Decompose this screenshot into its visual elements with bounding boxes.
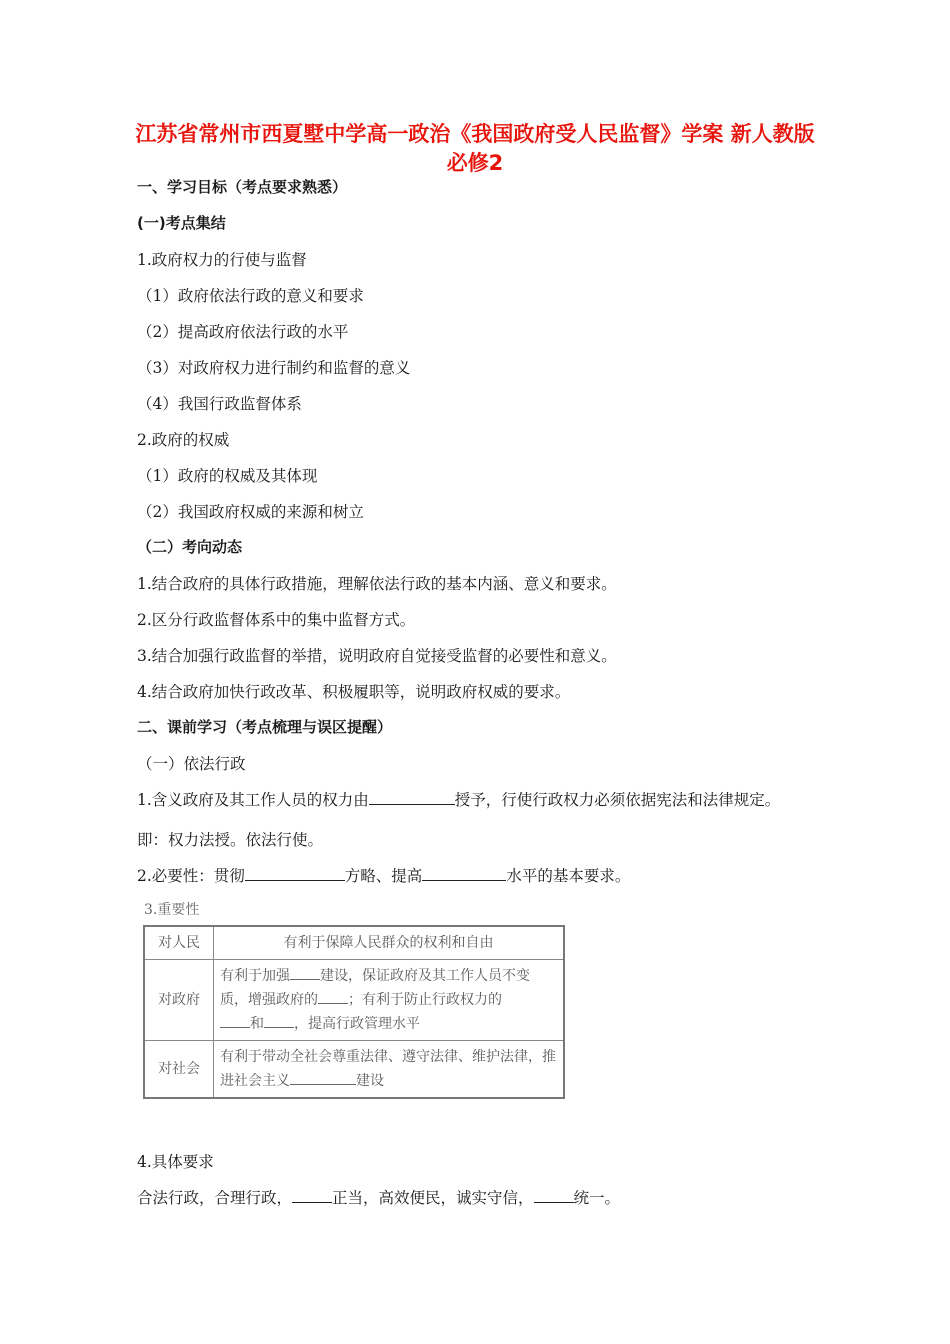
fill-blank[interactable]: [534, 1188, 574, 1203]
table-row: [144, 960, 564, 1041]
outline-item: （1）政府的权威及其体现: [137, 467, 318, 485]
outline-item: （2）提高政府依法行政的水平: [137, 323, 349, 341]
subsection-heading: （一）依法行政: [137, 755, 246, 773]
subsection-heading: (一)考点集结: [137, 214, 226, 232]
outline-item: （1）政府依法行政的意义和要求: [137, 287, 364, 305]
fill-blank[interactable]: [290, 965, 320, 980]
fill-blank[interactable]: [290, 1070, 356, 1085]
section-heading-1: 一、学习目标（考点要求熟悉）: [137, 178, 348, 196]
outline-item: 1.政府权力的行使与监督: [137, 251, 307, 269]
fill-blank[interactable]: [369, 790, 455, 805]
figure-caption: 3.重要性: [144, 902, 200, 918]
question-text: 授予，行使行政权力必须依据宪法和法律规定。: [454, 791, 781, 809]
fill-blank[interactable]: [245, 866, 345, 881]
question-note: 即：权力法授。依法行使。: [137, 831, 324, 849]
question-4-heading: 4.具体要求: [137, 1153, 214, 1171]
question-4: [137, 1186, 620, 1208]
question-text: 1.含义政府及其工作人员的权力由: [137, 791, 369, 809]
row-header: 对政府: [144, 960, 214, 1041]
outline-item: 2.政府的权威: [137, 431, 230, 449]
question-text: 合法行政，合理行政，: [137, 1189, 293, 1207]
outline-item: （4）我国行政监督体系: [137, 395, 302, 413]
fill-blank[interactable]: [220, 1013, 250, 1028]
question-text: 方略、提高: [344, 867, 423, 885]
document-title: 江苏省常州市西夏墅中学高一政治《我国政府受人民监督》学案 新人教版必修2: [135, 122, 815, 175]
question-text: 水平的基本要求。: [506, 867, 631, 885]
importance-figure: [140, 897, 570, 1117]
fill-blank[interactable]: [422, 866, 506, 881]
outline-item: （2）我国政府权威的来源和树立: [137, 503, 364, 521]
table-row: [144, 926, 564, 960]
section-heading-2: 二、课前学习（考点梳理与误区提醒）: [137, 718, 393, 736]
trend-item: 4.结合政府加快行政改革、积极履职等，说明政府权威的要求。: [137, 683, 571, 701]
question-text: 正当，高效便民，诚实守信，: [332, 1189, 534, 1207]
row-content: 有利于保障人民群众的权利和自由: [214, 926, 565, 960]
importance-table: [143, 925, 565, 1099]
fill-blank[interactable]: [318, 989, 348, 1004]
trend-item: 2.区分行政监督体系中的集中监督方式。: [137, 611, 416, 629]
question-text: 统一。: [573, 1189, 621, 1207]
trend-item: 3.结合加强行政监督的举措，说明政府自觉接受监督的必要性和意义。: [137, 647, 617, 665]
table-row: [144, 1041, 564, 1099]
subsection-heading: （二）考向动态: [137, 538, 243, 556]
fill-blank[interactable]: [264, 1013, 294, 1028]
row-header: 对人民: [144, 926, 214, 960]
question-text: 2.必要性：贯彻: [137, 867, 245, 885]
fill-blank[interactable]: [292, 1188, 332, 1203]
row-content: 有利于带动全社会尊重法律、遵守法律、维护法律，推进社会主义 建设: [214, 1041, 565, 1099]
row-content: 有利于加强 建设，保证政府及其工作人员不变质，增强政府的 ；有利于防止行政权力的 和 ，提高行政管理水平: [214, 960, 565, 1041]
question-2: [137, 864, 630, 886]
question-1: [137, 788, 780, 810]
trend-item: 1.结合政府的具体行政措施，理解依法行政的基本内涵、意义和要求。: [137, 575, 617, 593]
outline-item: （3）对政府权力进行制约和监督的意义: [137, 359, 411, 377]
row-header: 对社会: [144, 1041, 214, 1099]
